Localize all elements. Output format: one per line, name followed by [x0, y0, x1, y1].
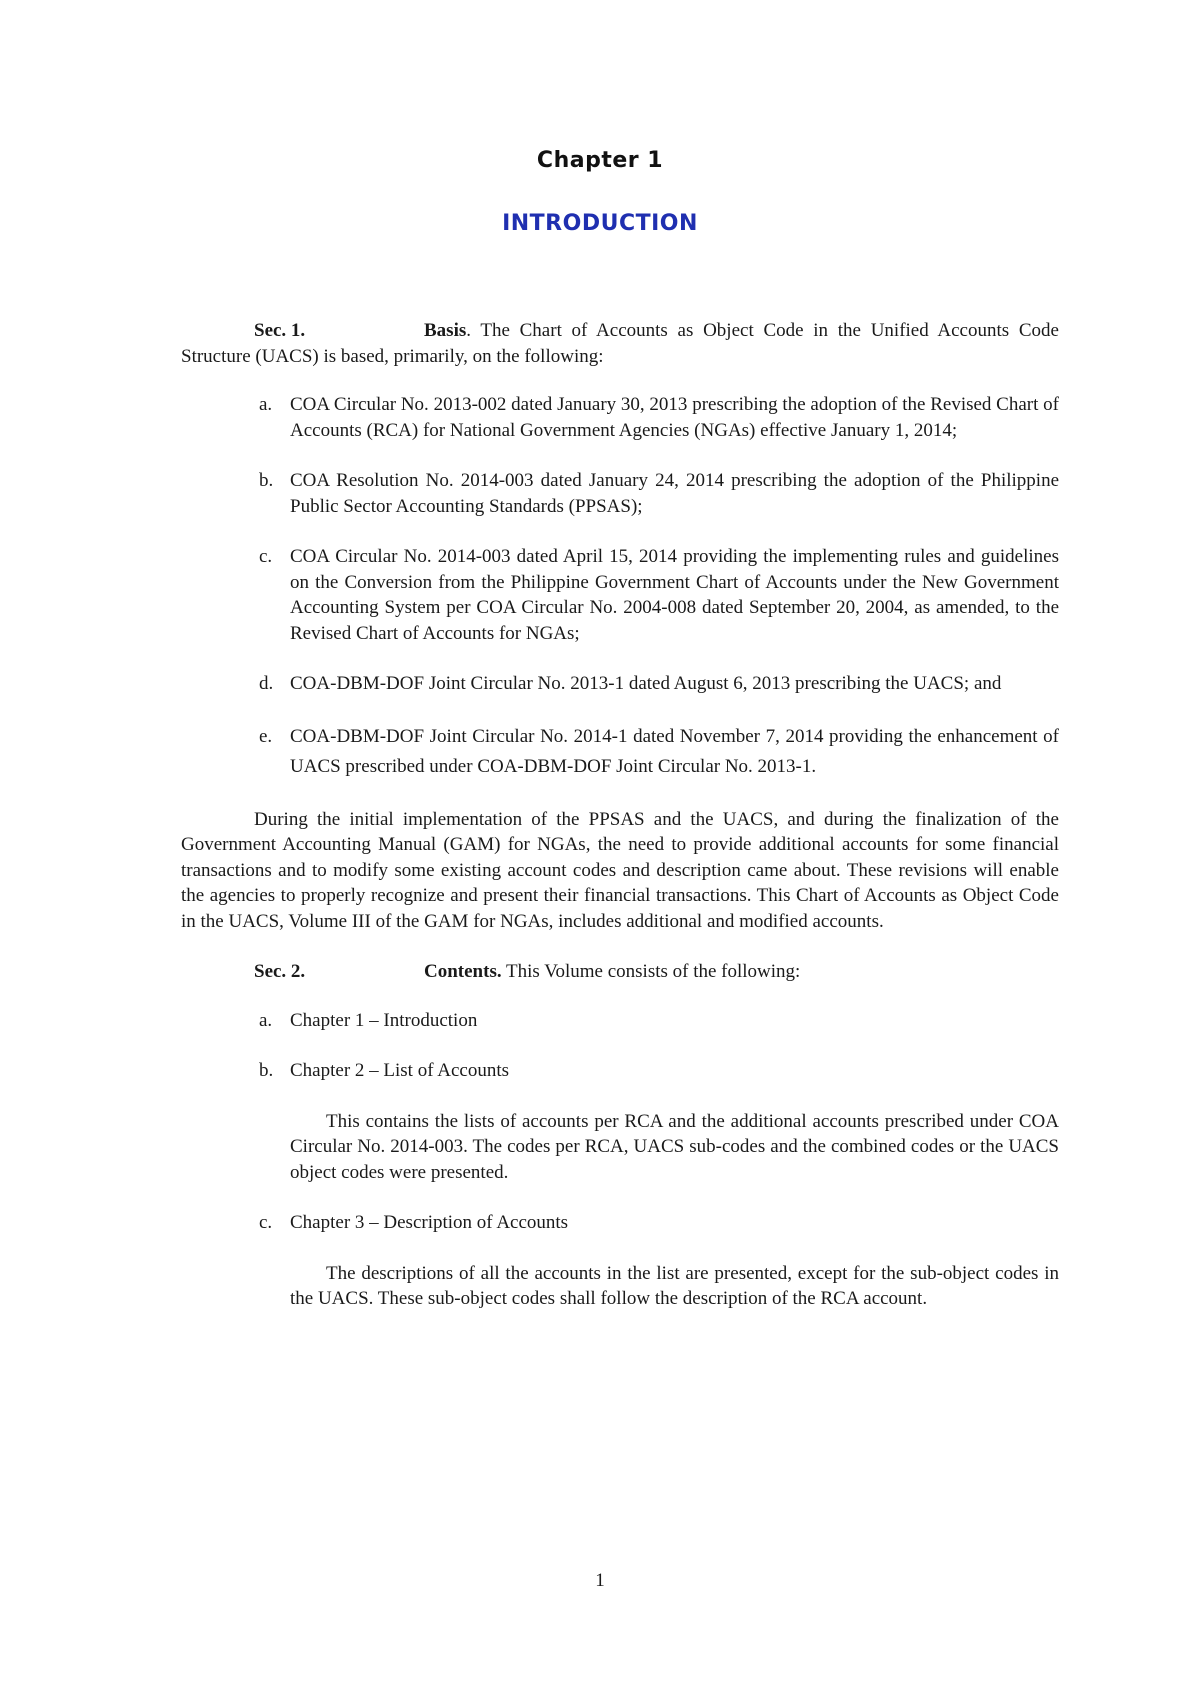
section-2-heading: [181, 959, 1059, 985]
section-2-list-continued: [181, 1210, 1059, 1236]
list-item-text: COA Resolution No. 2014-003 dated January 24, 2014 prescribing the adoption of the Philippine Public Sector Accounting Standards (PPSAS);: [290, 470, 1059, 517]
list-item-text: Chapter 3 – Description of Accounts: [290, 1212, 569, 1233]
chapter-subtitle: INTRODUCTION: [502, 211, 698, 236]
section-1-heading: Sec. 1. Basis. The Chart of Accounts as Object Code in the Unified Accounts Code Structure (UACS) is based, primarily, on the following:: [181, 320, 1059, 367]
list-item: [181, 468, 1059, 519]
list-marker: c.: [259, 546, 273, 567]
section-1-list: [181, 392, 1059, 782]
list-item-text: COA Circular No. 2013-002 dated January 30, 2013 prescribing the adoption of the Revised Chart of Accounts (RCA) for National Government Agencies (NGAs) effective January 1, 2014;: [290, 394, 1059, 441]
section-2-intro: This Volume consists of the following:: [506, 961, 801, 982]
list-item-text: Chapter 2 – List of Accounts: [290, 1060, 509, 1081]
document-body: [181, 318, 1059, 1337]
list-marker: a.: [259, 394, 273, 415]
list-item: [181, 544, 1059, 646]
list-item-text: Chapter 1 – Introduction: [290, 1009, 478, 1031]
section-1-label: Basis: [424, 320, 467, 341]
list-marker: d.: [259, 673, 274, 694]
section-2-number: Sec. 2.: [254, 961, 306, 982]
list-item: [181, 392, 1059, 443]
page-number: 1: [595, 1570, 605, 1591]
list-marker: e.: [259, 725, 273, 747]
section-1-closing-paragraph: During the initial implementation of the PPSAS and the UACS, and during the finalization of the Government Accounting Manual (GAM) for NGAs, the need to provide additional accounts for some financial transactions and to modify some existing account codes and description came about. These revisions will enable the agencies to properly recognize and present their financial transactions. This Chart of Accounts as Object Code in the UACS, Volume III of the GAM for NGAs, includes additional and modified accounts.: [181, 808, 1059, 932]
list-marker: b.: [259, 1060, 274, 1081]
list-item: [181, 671, 1059, 697]
chapter-3-description: The descriptions of all the accounts in the list are presented, except for the sub-object codes in the UACS. These sub-object codes shall follow the description of the RCA account.: [290, 1262, 1059, 1309]
section-2-label: Contents.: [424, 961, 502, 982]
list-item: [181, 722, 1059, 782]
section-1-number: Sec. 1.: [254, 320, 306, 341]
list-item-text: COA-DBM-DOF Joint Circular No. 2013-1 dated August 6, 2013 prescribing the UACS; and: [290, 673, 1002, 694]
list-marker: b.: [259, 470, 274, 491]
section-1-intro: The Chart of Accounts as Object Code in the Unified Accounts Code Structure (UACS) is based, primarily, on the following:: [181, 320, 1059, 367]
list-item: [181, 1058, 1059, 1084]
chapter-title: Chapter 1: [536, 148, 664, 173]
section-2-list: [181, 1008, 1059, 1084]
list-item-text: COA Circular No. 2014-003 dated April 15, 2014 providing the implementing rules and guidelines on the Conversion from the Philippine Government Chart of Accounts under the New Government Accounting System per COA Circular No. 2004-008 dated September 20, 2004, as amended, to the Revised Chart of Accounts for NGAs;: [290, 546, 1059, 644]
list-item-text: COA-DBM-DOF Joint Circular No. 2014-1 dated November 7, 2014 providing the enhancement of UACS prescribed under COA-DBM-DOF Joint Circular No. 2013-1.: [290, 725, 1059, 777]
list-marker: a.: [259, 1009, 273, 1031]
list-marker: c.: [259, 1212, 273, 1233]
list-item: [181, 1008, 1059, 1034]
list-item: [181, 1210, 1059, 1236]
chapter-2-description: This contains the lists of accounts per RCA and the additional accounts prescribed under COA Circular No. 2014-003. The codes per RCA, UACS sub-codes and the combined codes or the UACS object codes were presented.: [290, 1110, 1059, 1183]
